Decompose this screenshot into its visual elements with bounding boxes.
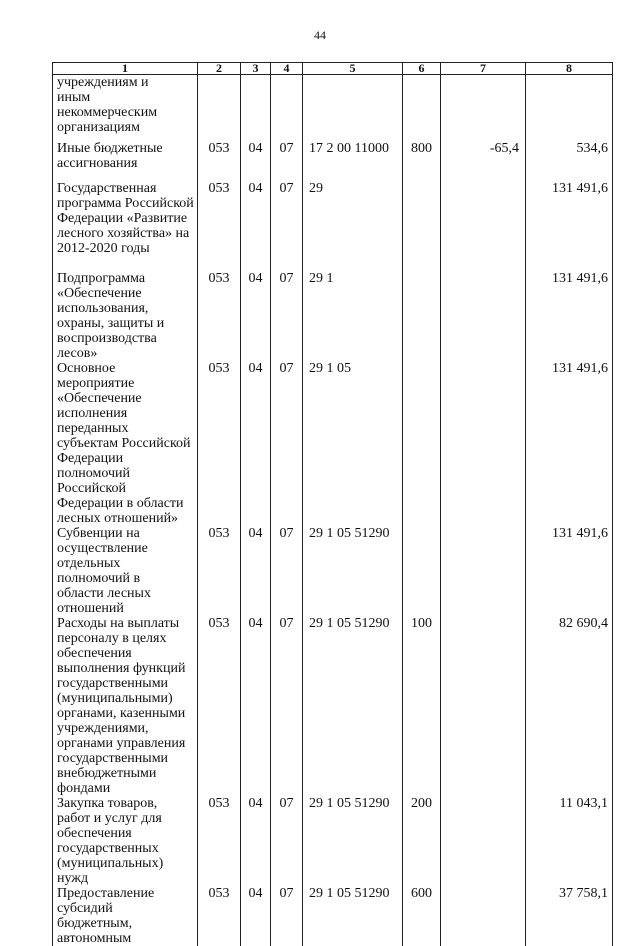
column-header: 6 bbox=[403, 63, 441, 75]
cell-code-4: 07 bbox=[271, 141, 303, 181]
cell-amount: 11 043,1 bbox=[526, 796, 613, 886]
cell-change: -65,4 bbox=[441, 141, 526, 181]
cell-change bbox=[441, 75, 526, 141]
cell-amount: 37 758,1 bbox=[526, 886, 613, 946]
row-name: Расходы на выплаты персоналу в целях обеспечения выполнения функций государственными (муниципальными) органами, казенными учреждениями, органами управления государственными внебюджетными фондами bbox=[53, 616, 198, 796]
cell-code-3: 04 bbox=[241, 616, 271, 796]
cell-code-4 bbox=[271, 75, 303, 141]
cell-code-2: 053 bbox=[198, 886, 241, 946]
cell-code-5 bbox=[303, 75, 403, 141]
table-row bbox=[53, 886, 613, 946]
cell-code-4: 07 bbox=[271, 526, 303, 616]
column-header: 2 bbox=[198, 63, 241, 75]
cell-change bbox=[441, 796, 526, 886]
table-row bbox=[53, 616, 613, 796]
cell-change bbox=[441, 271, 526, 361]
column-header: 4 bbox=[271, 63, 303, 75]
cell-code-5: 29 1 05 51290 bbox=[303, 616, 403, 796]
cell-amount: 131 491,6 bbox=[526, 526, 613, 616]
cell-code-2: 053 bbox=[198, 796, 241, 886]
row-name: Государственная программа Российской Федерации «Развитие лесного хозяйства» на 2012-2020 годы bbox=[53, 181, 198, 271]
cell-code-2 bbox=[198, 75, 241, 141]
cell-code-3: 04 bbox=[241, 361, 271, 526]
cell-code-2: 053 bbox=[198, 616, 241, 796]
column-header: 3 bbox=[241, 63, 271, 75]
cell-code-6: 600 bbox=[403, 886, 441, 946]
row-name: Основное мероприятие «Обеспечение исполнения переданных субъектам Российской Федерации полномочий Российской Федерации в области лесных отношений» bbox=[53, 361, 198, 526]
cell-code-2: 053 bbox=[198, 181, 241, 271]
cell-change bbox=[441, 181, 526, 271]
cell-code-2: 053 bbox=[198, 271, 241, 361]
cell-code-3: 04 bbox=[241, 141, 271, 181]
cell-code-4: 07 bbox=[271, 361, 303, 526]
cell-code-5: 29 1 05 51290 bbox=[303, 796, 403, 886]
cell-code-6: 100 bbox=[403, 616, 441, 796]
budget-table bbox=[52, 62, 613, 946]
column-header: 7 bbox=[441, 63, 526, 75]
row-name: Подпрограмма «Обеспечение использования, охраны, защиты и воспроизводства лесов» bbox=[53, 271, 198, 361]
table-row bbox=[53, 75, 613, 141]
cell-code-3: 04 bbox=[241, 181, 271, 271]
table-row bbox=[53, 361, 613, 526]
table-row bbox=[53, 526, 613, 616]
cell-code-4: 07 bbox=[271, 616, 303, 796]
cell-amount: 131 491,6 bbox=[526, 271, 613, 361]
row-name: Субвенции на осуществление отдельных полномочий в области лесных отношений bbox=[53, 526, 198, 616]
cell-code-5: 29 1 bbox=[303, 271, 403, 361]
table-row bbox=[53, 141, 613, 181]
cell-code-3 bbox=[241, 75, 271, 141]
cell-amount: 131 491,6 bbox=[526, 181, 613, 271]
cell-code-2: 053 bbox=[198, 141, 241, 181]
table-row bbox=[53, 796, 613, 886]
cell-code-3: 04 bbox=[241, 271, 271, 361]
row-name: Предоставление субсидий бюджетным, автономным bbox=[53, 886, 198, 946]
cell-change bbox=[441, 526, 526, 616]
cell-code-6 bbox=[403, 75, 441, 141]
cell-code-6 bbox=[403, 181, 441, 271]
cell-code-6 bbox=[403, 271, 441, 361]
cell-code-2: 053 bbox=[198, 361, 241, 526]
cell-change bbox=[441, 361, 526, 526]
cell-code-5: 29 bbox=[303, 181, 403, 271]
cell-code-3: 04 bbox=[241, 526, 271, 616]
cell-code-5: 29 1 05 bbox=[303, 361, 403, 526]
cell-code-2: 053 bbox=[198, 526, 241, 616]
cell-amount: 131 491,6 bbox=[526, 361, 613, 526]
cell-code-5: 29 1 05 51290 bbox=[303, 526, 403, 616]
cell-code-5: 17 2 00 11000 bbox=[303, 141, 403, 181]
cell-amount: 82 690,4 bbox=[526, 616, 613, 796]
cell-code-3: 04 bbox=[241, 796, 271, 886]
cell-code-6 bbox=[403, 361, 441, 526]
page-number: 44 bbox=[314, 28, 326, 42]
row-name: Закупка товаров, работ и услуг для обеспечения государственных (муниципальных) нужд bbox=[53, 796, 198, 886]
cell-code-6: 200 bbox=[403, 796, 441, 886]
column-header: 8 bbox=[526, 63, 613, 75]
cell-amount bbox=[526, 75, 613, 141]
column-header: 5 bbox=[303, 63, 403, 75]
cell-code-4: 07 bbox=[271, 181, 303, 271]
cell-code-6: 800 bbox=[403, 141, 441, 181]
table-row bbox=[53, 271, 613, 361]
table-row bbox=[53, 181, 613, 271]
cell-change bbox=[441, 616, 526, 796]
cell-amount: 534,6 bbox=[526, 141, 613, 181]
cell-code-6 bbox=[403, 526, 441, 616]
cell-code-5: 29 1 05 51290 bbox=[303, 886, 403, 946]
cell-change bbox=[441, 886, 526, 946]
row-name: Иные бюджетные ассигнования bbox=[53, 141, 198, 181]
cell-code-4: 07 bbox=[271, 796, 303, 886]
cell-code-3: 04 bbox=[241, 886, 271, 946]
cell-code-4: 07 bbox=[271, 271, 303, 361]
cell-code-4: 07 bbox=[271, 886, 303, 946]
table-header-row bbox=[53, 63, 613, 75]
column-header: 1 bbox=[53, 63, 198, 75]
row-name: учреждениям и иным некоммерческим организациям bbox=[53, 75, 198, 141]
